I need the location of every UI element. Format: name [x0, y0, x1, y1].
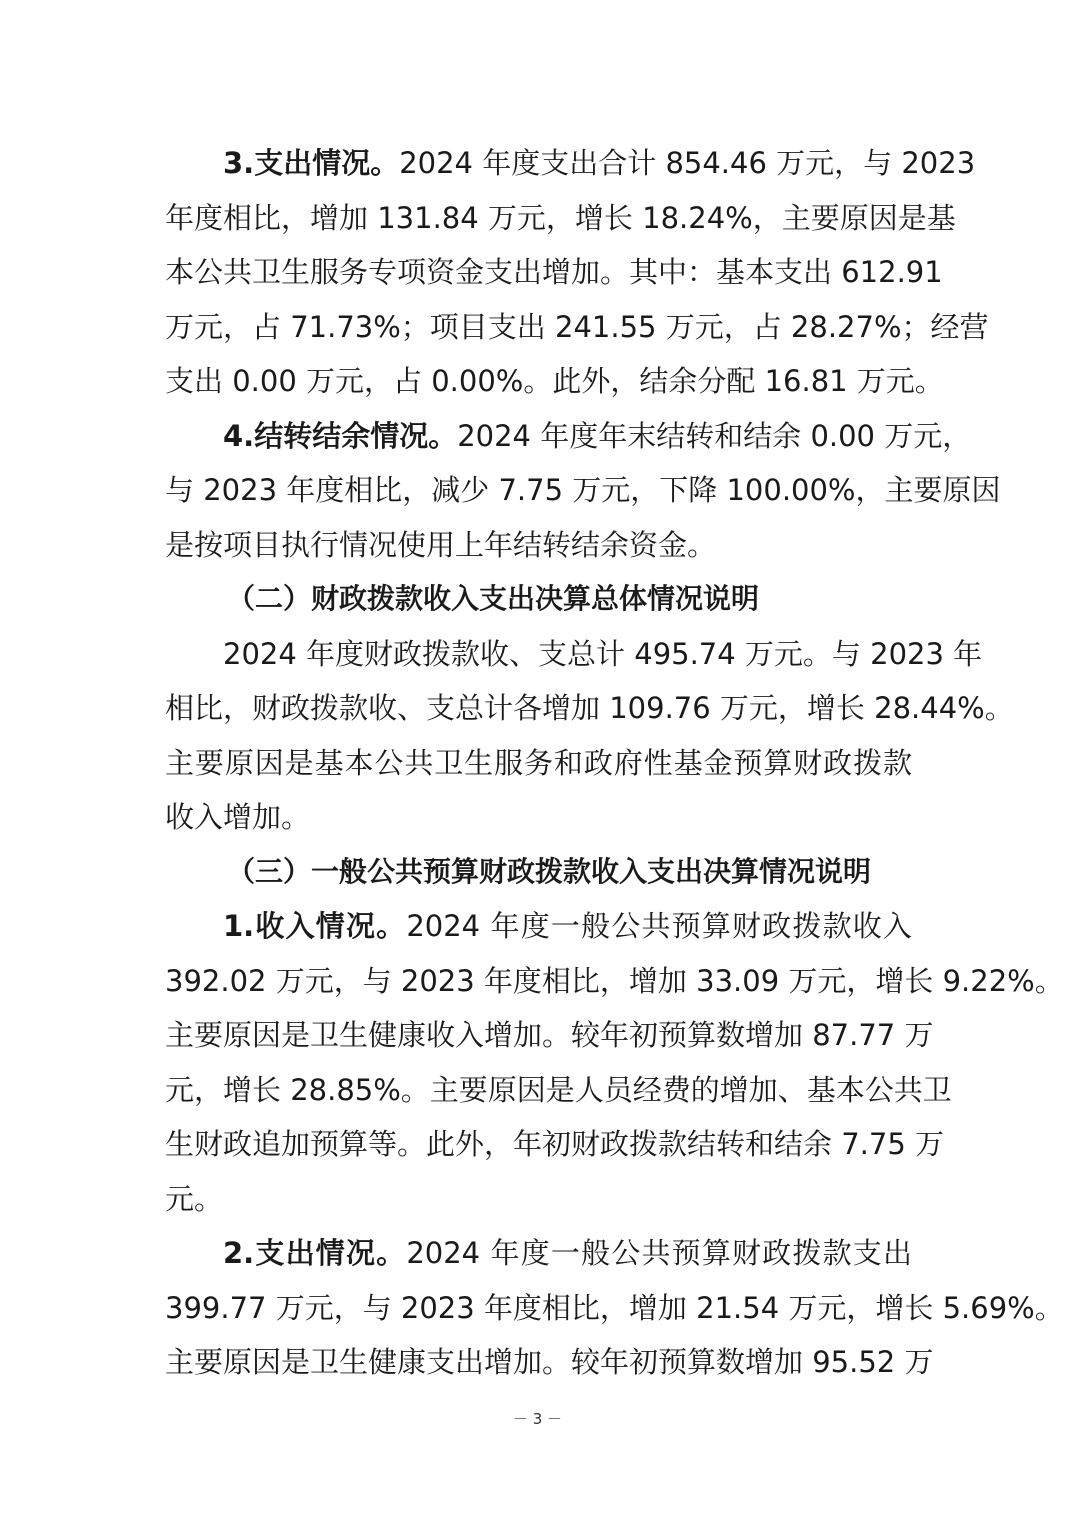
paragraph-lead: 4.结转结余情况。	[223, 418, 458, 453]
text-line	[165, 1281, 1064, 1336]
line-text: 生财政追加预算等。此外，年初财政拨款结转和结余 7.75 万	[165, 1127, 945, 1161]
line-text: 元，增长 28.85%。主要原因是人员经费的增加、基本公共卫	[165, 1072, 952, 1107]
text-line	[165, 354, 944, 409]
document-body	[165, 136, 1064, 1390]
line-text: 主要原因是卫生健康收入增加。较年初预算数增加 87.77 万	[165, 1018, 934, 1052]
text-line	[165, 954, 1064, 1009]
line-text: 2024 年度年末结转和结余 0.00 万元，	[457, 418, 972, 453]
text-line	[165, 681, 1014, 736]
text-line	[165, 245, 943, 300]
line-text: 2024 年度一般公共预算财政拨款支出	[406, 1236, 912, 1270]
text-line	[165, 1172, 912, 1227]
line-text: 2024 年度支出合计 854.46 万元，与 2023	[399, 146, 976, 180]
text-line	[165, 1226, 912, 1281]
text-line	[165, 1117, 945, 1172]
text-line	[165, 790, 912, 845]
paragraph-lead: 3.支出情况。	[223, 146, 400, 180]
text-line	[165, 463, 1001, 518]
paragraph	[165, 136, 989, 409]
paragraph	[165, 1226, 1064, 1390]
line-text: 年度相比，增加 131.84 万元，增长 18.24%，主要原因是基	[165, 200, 956, 235]
line-text: 399.77 万元，与 2023 年度相比，增加 21.54 万元，增长 5.69%。	[165, 1290, 1064, 1325]
line-text: 收入增加。	[165, 800, 311, 834]
text-line	[165, 1008, 934, 1063]
text-line	[165, 518, 912, 573]
paragraph	[165, 899, 1064, 1226]
line-text: 2024 年度财政拨款收、支总计 495.74 万元。与 2023 年	[223, 636, 983, 671]
line-text: 2024 年度一般公共预算财政拨款收入	[406, 909, 912, 943]
text-line	[165, 409, 972, 464]
line-text: 本公共卫生服务专项资金支出增加。其中：基本支出 612.91	[165, 255, 943, 289]
text-line	[165, 136, 976, 191]
paragraph-lead: 2.支出情况。	[223, 1236, 407, 1270]
section-heading: （二）财政拨款收入支出决算总体情况说明	[227, 582, 760, 615]
section-heading: （三）一般公共预算财政拨款收入支出决算情况说明	[227, 854, 872, 888]
paragraph-lead: 1.收入情况。	[223, 909, 407, 943]
paragraph	[165, 409, 1001, 573]
text-line	[165, 1063, 952, 1118]
text-line	[165, 1335, 934, 1390]
line-text: 主要原因是基本公共卫生服务和政府性基金预算财政拨款	[165, 745, 912, 780]
text-line	[165, 899, 912, 954]
line-text: 是按项目执行情况使用上年结转结余资金。	[165, 527, 717, 562]
paragraph	[165, 627, 1014, 845]
page-number: － 3 －	[512, 1410, 563, 1428]
line-text: 主要原因是卫生健康支出增加。较年初预算数增加 95.52 万	[165, 1345, 934, 1379]
line-text: 392.02 万元，与 2023 年度相比，增加 33.09 万元，增长 9.22%。	[165, 963, 1064, 998]
text-line	[165, 736, 912, 791]
text-line	[165, 191, 956, 246]
line-text: 与 2023 年度相比，减少 7.75 万元，下降 100.00%，主要原因	[165, 473, 1001, 507]
line-text: 相比，财政拨款收、支总计各增加 109.76 万元，增长 28.44%。	[165, 691, 1014, 725]
line-text: 万元，占 71.73%；项目支出 241.55 万元，占 28.27%；经营	[165, 309, 989, 344]
text-line	[165, 300, 989, 355]
line-text: 支出 0.00 万元，占 0.00%。此外，结余分配 16.81 万元。	[165, 364, 944, 398]
line-text: 元。	[165, 1181, 224, 1216]
text-line	[165, 627, 983, 682]
